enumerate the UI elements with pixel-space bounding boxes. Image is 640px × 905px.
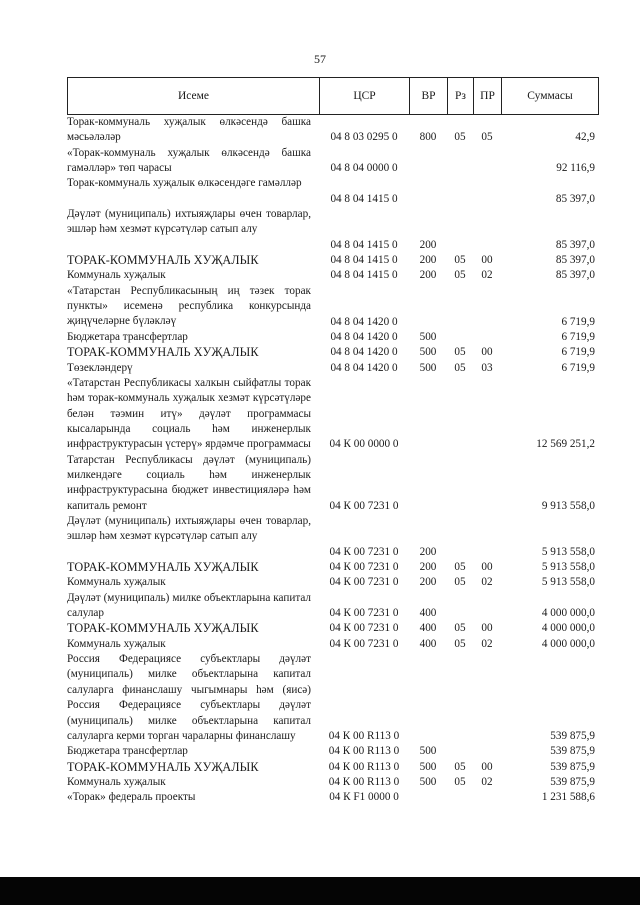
- row-pr: [473, 238, 501, 253]
- row-vr: 500: [419, 330, 437, 343]
- row-pr: [473, 606, 501, 621]
- row-rz: [447, 606, 473, 621]
- row-rz: [447, 238, 473, 253]
- row-rz: 05: [454, 361, 466, 374]
- row-name: Дәүләт (муниципаль) милке объектларына капитал салулар: [67, 591, 311, 620]
- row-sum: 6 719,9: [561, 315, 595, 328]
- row-vr: 200: [419, 269, 437, 282]
- table-row: [67, 376, 599, 453]
- row-vr: 200: [419, 545, 437, 558]
- row-vr: [409, 729, 447, 744]
- row-csr: 04 8 04 1420 0: [330, 315, 398, 328]
- row-name: Татарстан Республикасы дәүләт (муниципаль) милкендәге социаль һәм инженерлык инфраструктурасына бюджет инвестицияләрә һәм капиталь ремонт: [67, 453, 311, 512]
- table-row: [67, 775, 599, 790]
- row-vr: 500: [419, 745, 437, 758]
- row-rz: 05: [454, 576, 466, 589]
- table-row: [67, 637, 599, 652]
- row-name: Дәүләт (муниципаль) ихтыяҗлары өчен товарлар, эшләр һәм хезмәт күрсәтүләр сатып алу: [67, 208, 311, 236]
- table-row: [67, 361, 599, 376]
- row-rz: [447, 437, 473, 452]
- row-pr: 00: [481, 346, 493, 359]
- row-vr: [409, 315, 447, 330]
- row-name: «Торак-коммуналь хуҗалык өлкәсендә башка гамәлләр» төп чарасы: [67, 146, 311, 175]
- row-pr: [473, 330, 501, 345]
- row-csr: 04 8 04 1415 0: [330, 238, 398, 251]
- row-vr: [409, 437, 447, 452]
- row-csr: 04 8 04 1415 0: [330, 269, 398, 282]
- row-rz: [447, 729, 473, 744]
- row-rz: [447, 744, 473, 759]
- row-name: Коммуналь хуҗалык: [67, 269, 166, 282]
- table-row: [67, 268, 599, 283]
- table-row: [67, 115, 599, 146]
- row-csr: 04 К 00 R113 0: [328, 775, 400, 788]
- row-csr: 04 К 00 R113 0: [328, 745, 400, 758]
- row-pr: [473, 790, 501, 805]
- row-csr: 04 К 00 7231 0: [329, 576, 399, 589]
- row-vr: 400: [419, 637, 437, 650]
- row-sum: 4 000 000,0: [541, 607, 595, 620]
- row-pr: 00: [481, 760, 493, 773]
- row-csr: 04 К F1 0000 0: [329, 791, 399, 804]
- row-sum: 4 000 000,0: [541, 622, 595, 635]
- table-row: [67, 146, 599, 177]
- row-rz: [447, 545, 473, 560]
- row-pr: 00: [481, 254, 493, 267]
- row-rz: 05: [454, 637, 466, 650]
- row-csr: 04 К 00 7231 0: [329, 607, 399, 620]
- row-pr: [473, 499, 501, 514]
- row-vr: 500: [419, 361, 437, 374]
- table-row: [67, 560, 599, 575]
- row-rz: 05: [454, 346, 466, 359]
- row-rz: [447, 330, 473, 345]
- page-number: 57: [314, 52, 326, 66]
- row-rz: [447, 499, 473, 514]
- row-sum: 1 231 588,6: [541, 791, 595, 804]
- row-pr: [473, 545, 501, 560]
- row-sum: 6 719,9: [561, 346, 595, 359]
- row-name: ТОРАК-КОММУНАЛЬ ХУҖАЛЫК: [67, 759, 259, 774]
- row-sum: 12 569 251,2: [536, 438, 595, 451]
- row-name: Россия Федерациясе субъектлары дәүләт (муниципаль) милке объектларына капитал салуларга финанслашу чыгымнары һәм (яисә) Россия Федерациясе субъектлары дәүләт (муниципаль) милке объектларына капитал салуларга керми торган чараларны финанслашу: [67, 653, 311, 742]
- row-csr: 04 8 04 1420 0: [330, 330, 398, 343]
- row-csr: 04 К 00 7231 0: [329, 637, 399, 650]
- row-pr: [473, 192, 501, 207]
- table-row: [67, 514, 599, 560]
- row-vr: 200: [419, 238, 437, 251]
- row-name: «Татарстан Республикасының иң тәзек торак пункты» исеменә республика конкурсында җиңүчеләрне бүләкләү: [67, 284, 311, 328]
- row-vr: [409, 790, 447, 805]
- row-pr: 00: [481, 561, 493, 574]
- row-csr: 04 8 03 0295 0: [330, 131, 398, 144]
- row-vr: [409, 161, 447, 176]
- row-sum: 5 913 558,0: [541, 561, 595, 574]
- row-name: Торак-коммуналь хуҗалык өлкәсендә башка мәсьәләләр: [67, 116, 311, 144]
- row-vr: 400: [419, 622, 437, 635]
- table-row: [67, 284, 599, 330]
- row-rz: 05: [454, 760, 466, 773]
- row-rz: [447, 161, 473, 176]
- scan-edge: [0, 877, 640, 905]
- row-name: ТОРАК-КОММУНАЛЬ ХУҖАЛЫК: [67, 253, 259, 268]
- row-name: Бюджетара трансфертлар: [67, 330, 188, 343]
- header-name: Исеме: [68, 78, 320, 114]
- row-sum: 539 875,9: [550, 775, 595, 788]
- row-pr: [473, 161, 501, 176]
- row-pr: 02: [481, 576, 493, 589]
- row-name: «Торак» федераль проекты: [67, 791, 196, 804]
- row-vr: [409, 499, 447, 514]
- row-pr: [473, 744, 501, 759]
- header-csr: ЦСР: [320, 78, 410, 114]
- row-name: Төзекләндерү: [67, 361, 133, 374]
- row-rz: 05: [454, 131, 466, 144]
- row-pr: 03: [481, 361, 493, 374]
- row-rz: [447, 192, 473, 207]
- row-sum: 85 397,0: [555, 254, 595, 267]
- table-row: [67, 790, 599, 805]
- row-name: Дәүләт (муниципаль) ихтыяҗлары өчен товарлар, эшләр һәм хезмәт күрсәтүләр сатып алу: [67, 515, 311, 543]
- row-rz: 05: [454, 254, 466, 267]
- row-rz: [447, 315, 473, 330]
- row-sum: 85 397,0: [555, 238, 595, 251]
- row-rz: 05: [454, 561, 466, 574]
- table-row: [67, 253, 599, 268]
- row-vr: 400: [419, 607, 437, 620]
- row-rz: 05: [454, 622, 466, 635]
- table-row: [67, 330, 599, 345]
- row-sum: 6 719,9: [561, 361, 595, 374]
- row-rz: [447, 790, 473, 805]
- header-vr: ВР: [410, 78, 448, 114]
- table-row: [67, 575, 599, 590]
- row-name: ТОРАК-КОММУНАЛЬ ХУҖАЛЫК: [67, 345, 259, 360]
- row-vr: 200: [419, 254, 437, 267]
- table-row: [67, 652, 599, 744]
- row-sum: 4 000 000,0: [541, 637, 595, 650]
- row-name: Торак-коммуналь хуҗалык өлкәсендәге гамәлләр: [67, 177, 302, 190]
- row-vr: 500: [419, 346, 437, 359]
- table-row: [67, 744, 599, 759]
- row-sum: 539 875,9: [550, 745, 595, 758]
- row-name: «Татарстан Республикасы халкын сыйфатлы торак һәм торак-коммуналь хуҗалык хезмәт күрсәтүләре белән тәэмин итү» дәүләт программасы кысаларында социаль һәм инженерлык инфраструктурасын үстерү» ярдәмче программасы: [67, 376, 311, 451]
- row-csr: 04 К 00 7231 0: [329, 499, 399, 512]
- row-sum: 85 397,0: [555, 269, 595, 282]
- table-row: [67, 345, 599, 360]
- row-sum: 5 913 558,0: [541, 545, 595, 558]
- row-sum: 42,9: [575, 131, 595, 144]
- row-csr: 04 К 00 R113 0: [328, 760, 400, 773]
- row-pr: [473, 315, 501, 330]
- header-pr: ПР: [474, 78, 502, 114]
- row-name: Коммуналь хуҗалык: [67, 637, 166, 650]
- row-csr: 04 К 00 7231 0: [329, 561, 399, 574]
- row-sum: 9 913 558,0: [541, 499, 595, 512]
- table-row: [67, 591, 599, 622]
- row-pr: 02: [481, 269, 493, 282]
- row-csr: 04 8 04 1420 0: [330, 346, 398, 359]
- row-csr: 04 К 00 7231 0: [329, 545, 399, 558]
- row-csr: 04 К 00 0000 0: [329, 438, 399, 451]
- row-vr: 500: [419, 775, 437, 788]
- table-header: [67, 77, 599, 115]
- row-pr: 02: [481, 637, 493, 650]
- table-row: [67, 621, 599, 636]
- header-rz: Рз: [448, 78, 474, 114]
- row-vr: 200: [419, 561, 437, 574]
- row-pr: 02: [481, 775, 493, 788]
- row-csr: 04 К 00 7231 0: [329, 622, 399, 635]
- row-sum: 539 875,9: [550, 729, 595, 742]
- row-vr: 500: [419, 760, 437, 773]
- row-csr: 04 8 04 1420 0: [330, 361, 398, 374]
- table-row: [67, 453, 599, 514]
- row-vr: 200: [419, 576, 437, 589]
- row-sum: 92 116,9: [556, 162, 595, 175]
- row-pr: 00: [481, 622, 493, 635]
- row-pr: 05: [481, 131, 493, 144]
- row-rz: 05: [454, 269, 466, 282]
- row-pr: [473, 729, 501, 744]
- row-sum: 5 913 558,0: [541, 576, 595, 589]
- row-csr: 04 8 04 1415 0: [330, 192, 398, 205]
- table-body: [67, 115, 599, 806]
- row-name: Коммуналь хуҗалык: [67, 576, 166, 589]
- row-pr: [473, 437, 501, 452]
- row-vr: 800: [419, 131, 437, 144]
- row-name: Бюджетара трансфертлар: [67, 745, 188, 758]
- row-vr: [409, 192, 447, 207]
- table-row: [67, 207, 599, 253]
- row-sum: 6 719,9: [561, 330, 595, 343]
- row-sum: 539 875,9: [550, 760, 595, 773]
- row-name: ТОРАК-КОММУНАЛЬ ХУҖАЛЫК: [67, 621, 259, 636]
- row-csr: 04 8 04 0000 0: [330, 162, 398, 175]
- row-name: Коммуналь хуҗалык: [67, 775, 166, 788]
- row-csr: 04 8 04 1415 0: [330, 254, 398, 267]
- table-row: [67, 760, 599, 775]
- table-row: [67, 176, 599, 207]
- row-name: ТОРАК-КОММУНАЛЬ ХУҖАЛЫК: [67, 560, 259, 575]
- row-csr: 04 К 00 R113 0: [328, 729, 400, 742]
- header-sum: Суммасы: [527, 90, 573, 102]
- row-rz: 05: [454, 775, 466, 788]
- row-sum: 85 397,0: [555, 192, 595, 205]
